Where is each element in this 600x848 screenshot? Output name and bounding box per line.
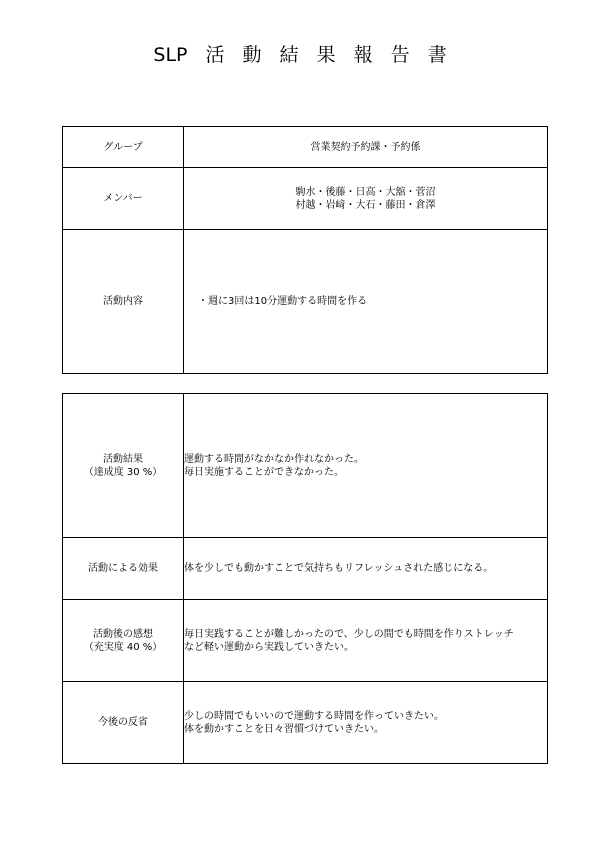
title-char: 報 xyxy=(353,44,373,66)
reflection-line: 少しの時間でもいいので運動する時間を作っていきたい。 xyxy=(184,710,444,722)
result-label-line: （達成度 30 %） xyxy=(83,466,163,478)
impression-line: など軽い運動から実践していきたい。 xyxy=(184,641,354,653)
reflection-label: 今後の反省 xyxy=(63,682,184,764)
group-label: グループ xyxy=(63,127,184,168)
result-line: 運動する時間がなかなか作れなかった。 xyxy=(184,453,364,465)
title-char: 結 xyxy=(279,44,299,66)
result-line: 毎日実施することができなかった。 xyxy=(184,466,344,478)
members-line: 村越・岩﨑・大石・藤田・倉澤 xyxy=(295,199,436,211)
reflection-value xyxy=(184,682,548,764)
members-value xyxy=(184,168,548,230)
title-char: 書 xyxy=(427,44,447,66)
impression-label xyxy=(63,600,184,682)
page-title xyxy=(0,40,600,67)
impression-line: 毎日実践することが難しかったので、少しの間でも時間を作りストレッチ xyxy=(184,628,514,640)
group-row xyxy=(63,127,548,168)
effect-row xyxy=(63,538,548,600)
effect-value: 体を少しでも動かすことで気持ちもリフレッシュされた感じになる。 xyxy=(184,538,548,600)
impression-label-line: （充実度 40 %） xyxy=(83,641,163,653)
reflection-row xyxy=(63,682,548,764)
reflection-line: 体を動かすことを日々習慣づけていきたい。 xyxy=(184,723,384,735)
impression-row xyxy=(63,600,548,682)
result-label-line: 活動結果 xyxy=(103,453,143,465)
title-char: 動 xyxy=(242,44,262,66)
title-char: 活 xyxy=(205,44,225,66)
result-label xyxy=(63,394,184,538)
result-value xyxy=(184,394,548,538)
effect-label: 活動による効果 xyxy=(63,538,184,600)
members-row xyxy=(63,168,548,230)
impression-label-line: 活動後の感想 xyxy=(93,628,153,640)
title-char: 告 xyxy=(390,44,410,66)
content-row xyxy=(63,230,548,374)
results-table xyxy=(62,393,548,764)
members-line: 駒水・後藤・日高・大舘・菅沼 xyxy=(295,186,436,198)
members-label: メンバー xyxy=(63,168,184,230)
content-label: 活動内容 xyxy=(63,230,184,374)
content-value: ・週に3回は10分運動する時間を作る xyxy=(184,230,548,374)
info-table xyxy=(62,126,548,374)
result-row xyxy=(63,394,548,538)
title-char: SLP xyxy=(153,44,188,66)
impression-value xyxy=(184,600,548,682)
title-char: 果 xyxy=(316,44,336,66)
group-value: 営業契約予約課・予約係 xyxy=(184,127,548,168)
